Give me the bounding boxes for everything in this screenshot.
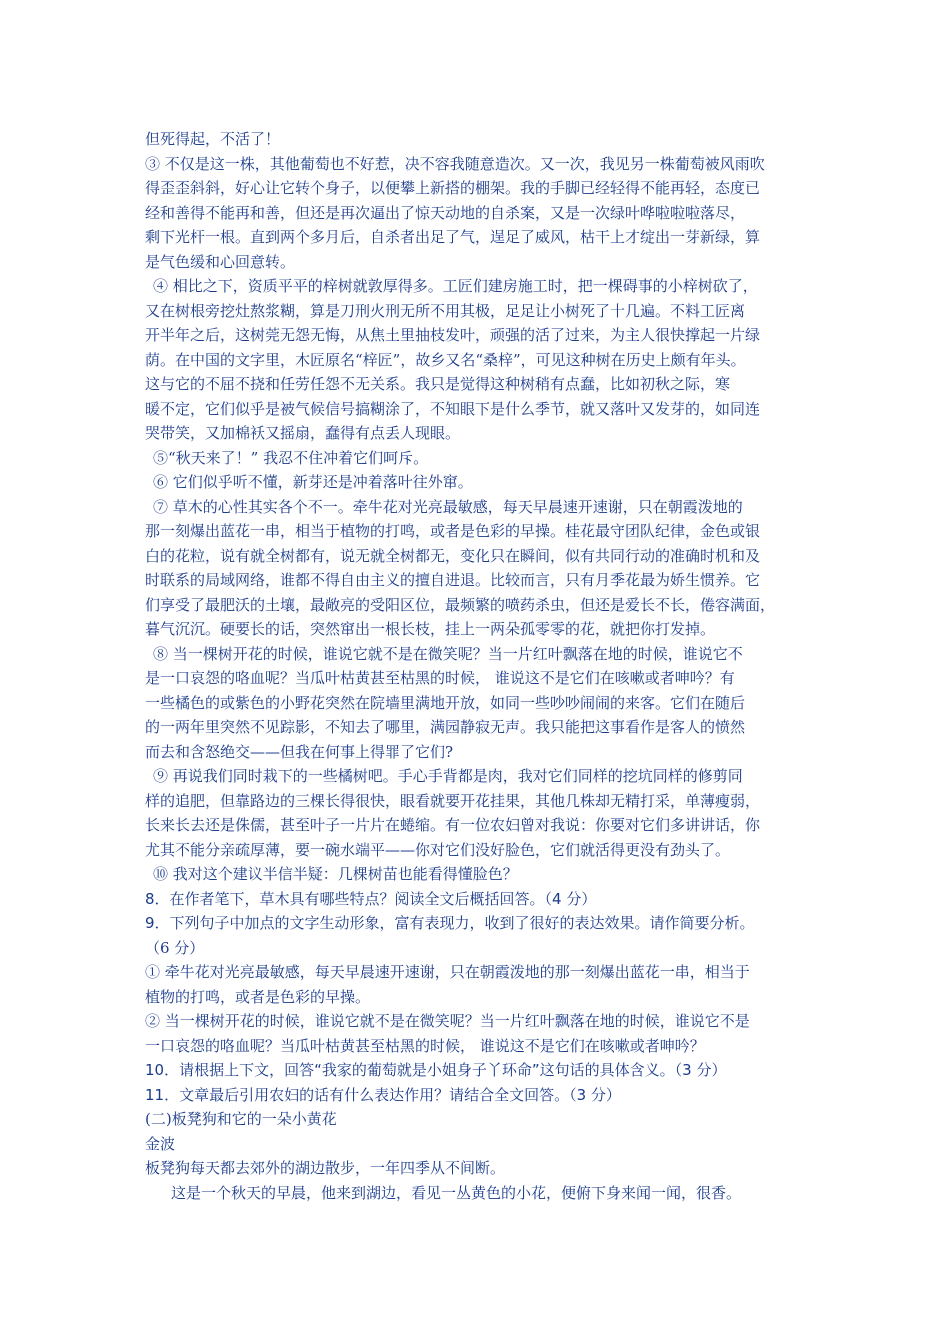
text-line: ② 当一棵树开花的时候，谁说它就不是在微笑呢？当一片红叶飘落在地的时候，谁说它不是 xyxy=(145,1012,750,1030)
question-line: 9．下列句子中加点的文字生动形象，富有表现力，收到了很好的表达效果。请作简要分析。 xyxy=(145,914,755,932)
question-line: 10．请根据上下文，回答“我家的葡萄就是小姐身子丫环命”这句话的具体含义。（3 分） xyxy=(145,1061,727,1079)
text-line: 们享受了最肥沃的土壤，最敞亮的受阳区位，最频繁的喷药杀虫，但还是爱长不长，倦容满面， xyxy=(145,595,776,614)
text-line: 荫。在中国的文字里，木匠原名“梓匠”，故乡又名“桑梓”，可见这种树在历史上颇有年头。 xyxy=(145,350,746,369)
text-line: 开半年之后，这树莞无怨无悔，从焦土里抽枝发叶，顽强的活了过来，为主人很快撑起一片绿 xyxy=(145,326,761,344)
text-line: ③ 不仅是这一株，其他葡萄也不好惹，决不容我随意造次。又一次，我见另一株葡萄被风雨吹 xyxy=(145,154,765,173)
text-line: 经和善得不能再和善，但还是再次逼出了惊天动地的自杀案，又是一次绿叶哗啦啦啦落尽， xyxy=(145,203,746,222)
text-line: 但死得起，不活了！ xyxy=(145,130,281,148)
text-line: 得歪歪斜斜，好心让它转个身子，以便攀上新搭的棚架。我的手脚已经轻得不能再轻，态度已 xyxy=(145,179,761,197)
text-line: ⑥ 它们似乎听不懂，新芽还是冲着落叶往外窜。 xyxy=(153,473,473,491)
text-line: 而去和含怒绝交——但我在何事上得罪了它们? xyxy=(145,742,454,761)
text-line: ⑩ 我对这个建议半信半疑：几棵树苗也能看得懂脸色？ xyxy=(153,865,518,883)
text-line: 植物的打鸣，或者是色彩的早操。 xyxy=(145,987,371,1006)
text-line: 白的花粒，说有就全树都有，说无就全树都无，变化只在瞬间，似有共同行动的准确时机和及 xyxy=(145,546,761,565)
text-line: 一口哀怨的咯血呢？当瓜叶枯黄甚至枯黑的时候， 谁说这不是它们在咳嗽或者呻吟？ xyxy=(145,1036,705,1055)
text-line: 剩下光杆一根。直到两个多月后，自杀者出足了气，逞足了威风，枯干上才绽出一芽新绿，算 xyxy=(145,228,761,246)
text-line: 板凳狗每天都去郊外的湖边散步，一年四季从不间断。 xyxy=(145,1159,506,1177)
text-line: 长来长去还是侏儒，甚至叶子一片片在蜷缩。有一位农妇曾对我说：你要对它们多讲讲话，你 xyxy=(145,816,761,834)
question-line: 8．在作者笔下，草木具有哪些特点？阅读全文后概括回答。（4 分） xyxy=(145,889,597,908)
text-line: 时联系的局域网络，谁都不得自由主义的擅自进退。比较而言，只有月季花最为娇生惯养。它 xyxy=(145,571,761,589)
text-line: 那一刻爆出蓝花一串，相当于植物的打鸣，或者是色彩的早操。桂花最守团队纪律，金色或银 xyxy=(145,522,761,540)
text-line: 这与它的不屈不挠和任劳任怨不无关系。我只是觉得这种树稍有点蠢，比如初秋之际，寒 xyxy=(145,375,731,393)
text-line: ⑨ 再说我们同时栽下的一些橘树吧。手心手背都是肉，我对它们同样的挖坑同样的修剪同 xyxy=(153,767,743,785)
text-line: 暮气沉沉。硬要长的话，突然窜出一根长枝，挂上一两朵孤零零的花，就把你打发掉。 xyxy=(145,620,716,638)
text-line: 暖不定，它们似乎是被气候信号搞糊涂了，不知眼下是什么季节，就又落叶又发芽的，如同连 xyxy=(145,399,761,418)
text-line: 又在树根旁挖灶熬浆糊，算是刀刑火刑无所不用其极，足足让小树死了十几遍。不料工匠离 xyxy=(145,301,746,320)
text-line: 是一口哀怨的咯血呢？当瓜叶枯黄甚至枯黑的时候， 谁说这不是它们在咳嗽或者呻吟？有 xyxy=(145,669,735,687)
text-line: 这是一个秋天的早晨，他来到湖边，看见一丛黄色的小花，便俯下身来闻一闻，很香。 xyxy=(171,1183,742,1202)
text-line: 的一两年里突然不见踪影，不知去了哪里，满园静寂无声。我只能把这事看作是客人的愤然 xyxy=(145,718,746,736)
text-line: 尤其不能分亲疏厚薄，要一碗水端平——你对它们没好脸色，它们就活得更没有劲头了。 xyxy=(145,840,731,859)
text-line: 是气色缓和心回意转。 xyxy=(145,252,296,271)
text-line: 哭带笑，又加棉袄又摇扇，蠢得有点丢人现眼。 xyxy=(145,424,461,442)
text-line: ⑦ 草木的心性其实各个不一。牵牛花对光亮最敏感，每天早晨速开速谢，只在朝霞泼地的 xyxy=(153,497,743,516)
text-line: ④ 相比之下，资质平平的梓树就敦厚得多。工匠们建房施工时，把一棵碍事的小梓树砍了， xyxy=(153,277,758,295)
text-line: 一些橘色的或紫色的小野花突然在院墙里满地开放，如同一些吵吵闹闹的来客。它们在随后 xyxy=(145,693,746,712)
text-line: 金波 xyxy=(145,1134,176,1153)
text-line: （6 分） xyxy=(145,938,205,957)
text-line: 样的追肥，但靠路边的三棵长得很快，眼看就要开花挂果，其他几株却无精打采，单薄瘦弱， xyxy=(145,791,761,810)
text-line: (二)板凳狗和它的一朵小黄花 xyxy=(145,1110,337,1128)
text-line: ⑤“秋天来了！” 我忍不住冲着它们呵斥。 xyxy=(153,448,429,467)
text-line: ① 牵牛花对光亮最敏感，每天早晨速开速谢，只在朝霞泼地的那一刻爆出蓝花一串，相当于 xyxy=(145,963,750,981)
text-line: ⑧ 当一棵树开花的时候，谁说它就不是在微笑呢？当一片红叶飘落在地的时候，谁说它不 xyxy=(153,644,743,663)
document-page xyxy=(145,127,825,1205)
question-line: 11．文章最后引用农妇的话有什么表达作用？请结合全文回答。（3 分） xyxy=(145,1085,621,1104)
